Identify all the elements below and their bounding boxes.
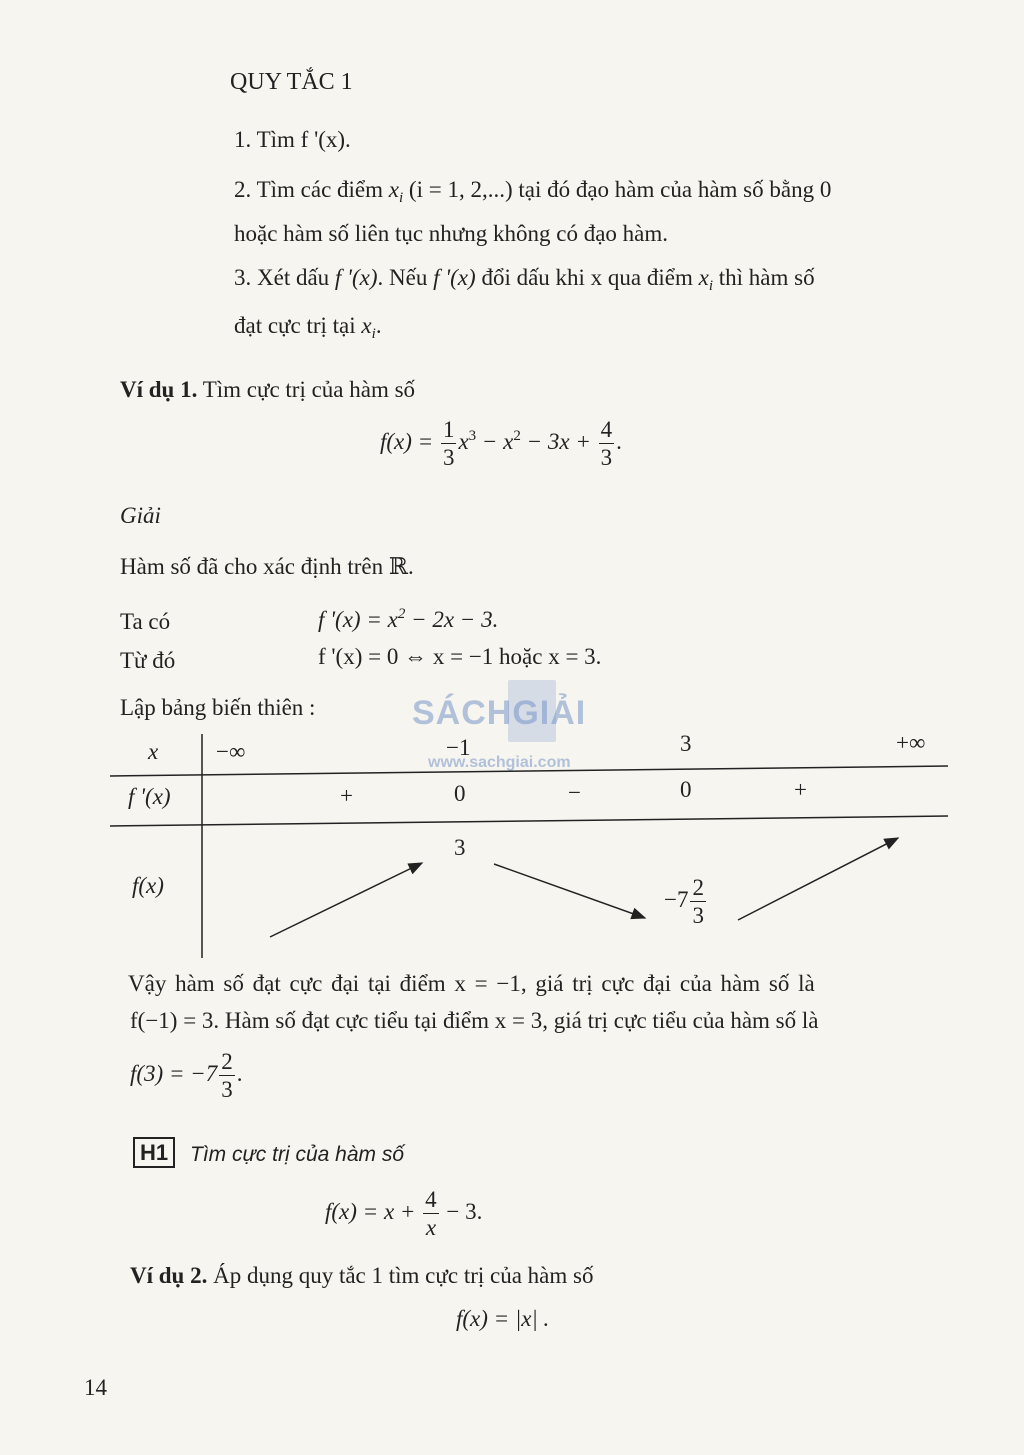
roots-formula: f '(x) = 0 ⇔ x = −1 hoặc x = 3. — [318, 644, 602, 669]
watermark-url: www.sachgiai.com — [428, 754, 571, 771]
page-number: 14 — [84, 1375, 107, 1400]
table-x-neg-inf: −∞ — [216, 739, 246, 764]
table-x-minus1: −1 — [446, 735, 471, 760]
solution-label: Giải — [120, 503, 161, 528]
h1-formula: f(x) = x + $\frac{4}{x}$ − 3. — [325, 1187, 483, 1240]
rule-step-1: 1. Tìm f '(x). — [234, 127, 351, 152]
table-sign-plus-1: + — [340, 783, 353, 808]
table-sign-zero-1: 0 — [454, 781, 466, 806]
table-x-label: x — [148, 739, 159, 764]
conclusion-line-1: Vậy hàm số đạt cực đại tại điểm x = −1, giá trị cực đại của hàm số là — [128, 971, 815, 996]
table-sign-minus: − — [568, 780, 581, 805]
example1-heading: Ví dụ 1. Tìm cực trị của hàm số — [120, 377, 416, 402]
h1-question: Tìm cực trị của hàm số — [190, 1143, 405, 1166]
table-sign-zero-2: 0 — [680, 777, 692, 802]
rule-step-2: 2. Tìm các điểm $x_i$ (i = 1, 2,...) tại đó đạo hàm của hàm số bằng 0 — [234, 177, 832, 206]
example1-formula: f(x) = $\frac{1}{3}$ $x^3 - x^2 - 3x$ + $\frac{4}{3}$ . — [380, 417, 622, 470]
rule-step-2-cont: hoặc hàm số liên tục nhưng không có đạo hàm. — [234, 221, 669, 246]
watermark-brand: SÁCHGIẢI — [412, 694, 587, 732]
table-min-value: −7 $\frac{2}{3}$ — [664, 875, 704, 928]
tudo-label: Từ đó — [120, 648, 176, 673]
increase-arrow-1 — [270, 863, 422, 937]
example2-formula: f(x) = |x| . — [456, 1306, 550, 1331]
table-fprime-label: f '(x) — [128, 784, 171, 809]
conclusion-line-3: f(3) = −7 $\frac{2}{3}$ . — [130, 1049, 243, 1102]
taco-label: Ta có — [120, 609, 171, 634]
table-max-value: 3 — [454, 835, 466, 860]
rule-step-3: 3. Xét dấu f '(x). Nếu f '(x) đổi dấu khi x qua điểm $x_i$ thì hàm số — [234, 265, 815, 294]
table-f-label: f(x) — [132, 873, 164, 898]
conclusion-line-2: f(−1) = 3. Hàm số đạt cực tiểu tại điểm x = 3, giá trị cực tiểu của hàm số là — [130, 1008, 819, 1033]
table-x-3: 3 — [680, 731, 692, 756]
rule-step-3-cont: đạt cực trị tại $x_i$. — [234, 313, 382, 342]
decrease-arrow — [494, 864, 645, 918]
table-x-pos-inf: +∞ — [896, 730, 926, 755]
derivative-formula: f '$(x) = x^2 - 2x - 3$. — [318, 606, 499, 632]
h1-badge: H1 — [133, 1140, 175, 1166]
increase-arrow-2 — [738, 838, 898, 920]
example2-heading: Ví dụ 2. Áp dụng quy tắc 1 tìm cực trị của hàm số — [130, 1263, 594, 1288]
table-sign-plus-2: + — [794, 777, 807, 802]
domain-statement: Hàm số đã cho xác định trên ℝ. — [120, 554, 414, 579]
rule-title: QUY TẮC 1 — [230, 69, 353, 95]
table-intro: Lập bảng biến thiên : — [120, 695, 316, 720]
